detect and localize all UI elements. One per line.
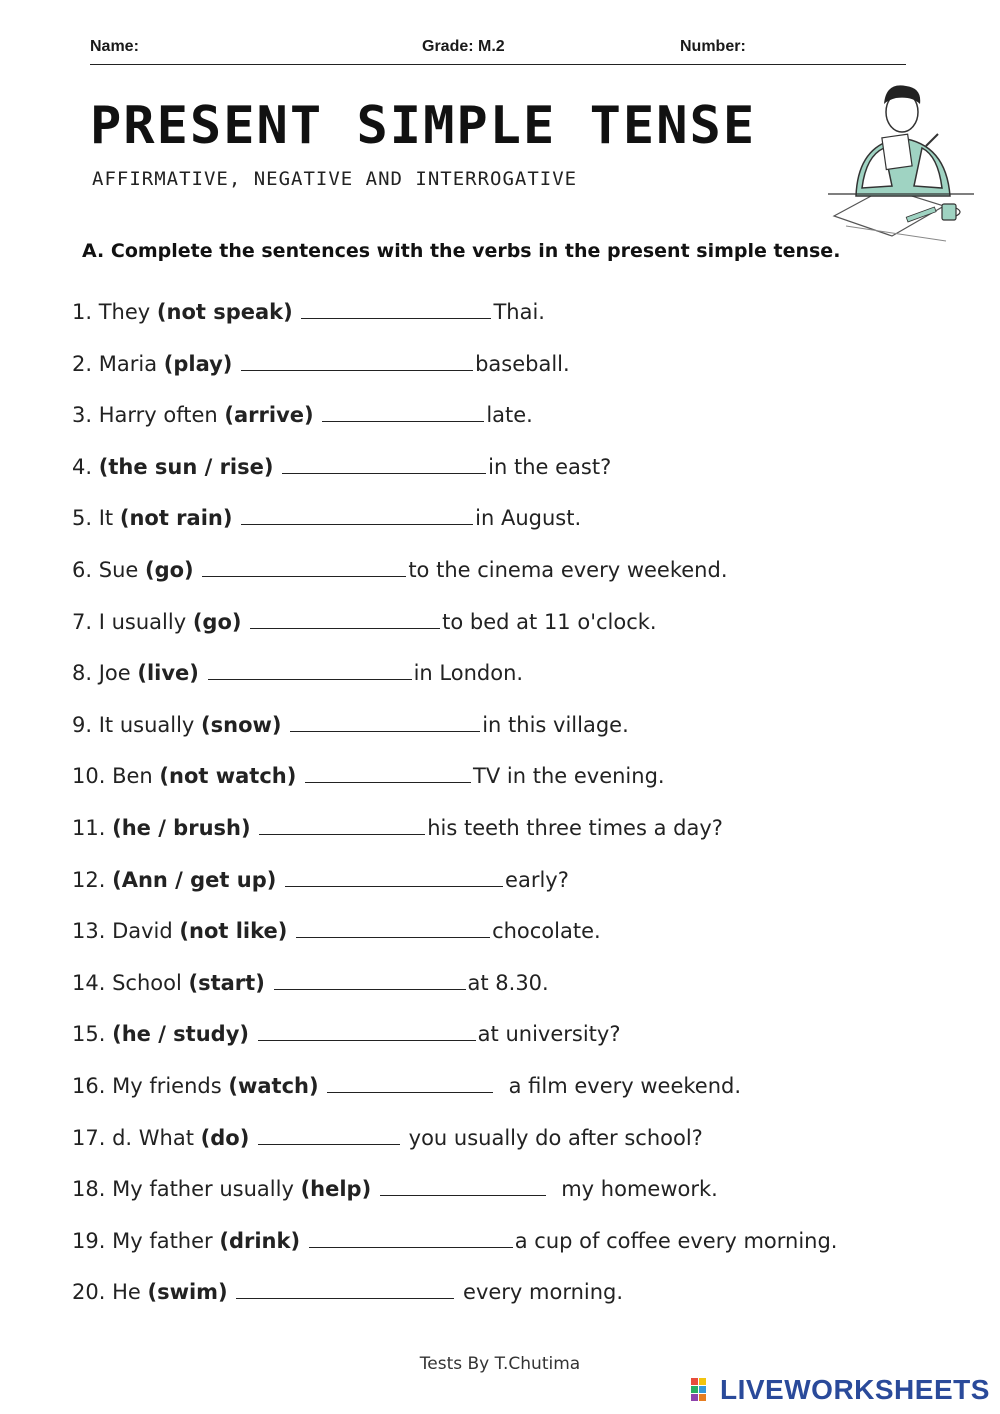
question-text-after: late. (486, 403, 533, 428)
student-writing-illustration (826, 76, 976, 246)
question-9 (72, 713, 629, 737)
question-number: 5. (72, 506, 93, 531)
question-text-after: a film every weekend. (495, 1074, 742, 1098)
question-number: 16. (72, 1074, 106, 1098)
question-number: 18. (72, 1177, 106, 1202)
question-number: 12. (72, 867, 106, 892)
answer-blank[interactable] (322, 403, 484, 422)
question-verb-hint: (swim) (147, 1280, 228, 1305)
question-text-after: a cup of coffee every morning. (514, 1228, 838, 1253)
question-number: 2. (72, 351, 93, 376)
answer-blank[interactable] (236, 1280, 454, 1299)
question-text-after: his teeth three times a day? (427, 816, 723, 840)
question-5 (72, 506, 581, 530)
question-number: 8. (72, 661, 93, 686)
question-number: 7. (72, 609, 93, 634)
answer-blank[interactable] (241, 352, 473, 371)
question-number: 17. (72, 1125, 106, 1150)
number-label: Number: (680, 38, 746, 55)
question-14 (72, 971, 549, 995)
question-number: 14. (72, 970, 106, 995)
answer-blank[interactable] (208, 661, 412, 680)
question-number: 11. (72, 816, 106, 840)
question-number: 20. (72, 1280, 106, 1305)
question-4 (72, 455, 611, 479)
question-verb-hint: (not speak) (156, 300, 293, 324)
question-text-after: at university? (477, 1022, 621, 1047)
question-text-before: Ben (112, 764, 160, 789)
answer-blank[interactable] (258, 1126, 400, 1145)
question-18 (72, 1177, 718, 1201)
question-text-after: in the east? (488, 454, 612, 479)
question-text-after: in this village. (482, 712, 629, 737)
question-number: 4. (72, 454, 93, 479)
question-text-before: It (98, 506, 120, 531)
question-text-before: He (112, 1280, 148, 1305)
question-text-after: TV in the evening. (473, 764, 665, 789)
answer-blank[interactable] (309, 1229, 513, 1248)
question-6 (72, 558, 728, 582)
instruction-text: A. Complete the sentences with the verbs in the present simple tense. (82, 240, 841, 262)
question-16 (72, 1074, 741, 1098)
question-number: 6. (72, 558, 93, 582)
question-verb-hint: (Ann / get up) (112, 867, 277, 892)
question-text-after: every morning. (456, 1280, 624, 1305)
question-verb-hint: (he / study) (112, 1022, 249, 1047)
question-verb-hint: (go) (144, 558, 194, 582)
question-verb-hint: (not like) (179, 919, 288, 944)
answer-blank[interactable] (282, 455, 486, 474)
question-text-after: to bed at 11 o'clock. (442, 609, 657, 634)
answer-blank[interactable] (301, 300, 491, 319)
question-text-after: to the cinema every weekend. (408, 558, 728, 582)
question-verb-hint: (not rain) (119, 506, 233, 531)
question-number: 1. (72, 300, 93, 324)
question-1 (72, 300, 545, 324)
grade-label: Grade: M.2 (422, 38, 505, 55)
question-text-after: chocolate. (492, 919, 601, 944)
question-number: 9. (72, 712, 93, 737)
question-text-before: I usually (98, 609, 193, 634)
question-verb-hint: (he / brush) (112, 816, 251, 840)
question-text-before: d. What (112, 1125, 201, 1150)
liveworksheets-logo (690, 1376, 990, 1404)
question-3 (72, 403, 533, 427)
answer-blank[interactable] (305, 764, 471, 783)
question-2 (72, 352, 570, 376)
question-text-after: Thai. (493, 300, 545, 324)
question-text-before: Sue (98, 558, 145, 582)
question-verb-hint: (watch) (228, 1074, 319, 1098)
question-text-before: Maria (98, 351, 164, 376)
question-number: 10. (72, 764, 106, 789)
question-15 (72, 1022, 620, 1046)
question-text-after: my homework. (547, 1177, 718, 1202)
question-text-before: They (98, 300, 157, 324)
question-verb-hint: (the sun / rise) (98, 454, 274, 479)
question-verb-hint: (go) (192, 609, 242, 634)
question-12 (72, 868, 569, 892)
answer-blank[interactable] (327, 1074, 493, 1093)
question-11 (72, 816, 723, 840)
answer-blank[interactable] (274, 971, 466, 990)
question-text-before: My friends (112, 1074, 229, 1098)
question-verb-hint: (not watch) (159, 764, 297, 789)
question-text-before: My father usually (112, 1177, 301, 1202)
answer-blank[interactable] (290, 713, 480, 732)
answer-blank[interactable] (202, 558, 406, 577)
question-19 (72, 1229, 837, 1253)
question-number: 19. (72, 1228, 106, 1253)
question-text-after: baseball. (475, 351, 570, 376)
question-verb-hint: (play) (163, 351, 233, 376)
footer-credit: Tests By T.Chutima (419, 1354, 581, 1374)
page-subtitle: AFFIRMATIVE, NEGATIVE AND INTERROGATIVE (92, 168, 578, 190)
question-text-before: It usually (98, 712, 202, 737)
question-verb-hint: (snow) (201, 712, 282, 737)
question-7 (72, 610, 657, 634)
answer-blank[interactable] (250, 610, 440, 629)
question-17 (72, 1126, 703, 1150)
answer-blank[interactable] (258, 1022, 476, 1041)
question-text-after: in August. (475, 506, 582, 531)
question-verb-hint: (arrive) (224, 403, 314, 428)
question-number: 3. (72, 403, 93, 428)
question-13 (72, 919, 601, 943)
question-8 (72, 661, 523, 685)
question-verb-hint: (drink) (219, 1228, 301, 1253)
question-text-before: Harry often (98, 403, 225, 428)
answer-blank[interactable] (380, 1177, 546, 1196)
answer-blank[interactable] (241, 506, 473, 525)
question-verb-hint: (start) (188, 970, 265, 995)
question-number: 15. (72, 1022, 106, 1047)
answer-blank[interactable] (285, 868, 503, 887)
question-number: 13. (72, 919, 106, 944)
question-verb-hint: (do) (200, 1125, 250, 1150)
question-20 (72, 1280, 623, 1304)
question-text-after: early? (505, 867, 569, 892)
question-10 (72, 764, 665, 788)
question-text-after: at 8.30. (467, 970, 549, 995)
page-title: PRESENT SIMPLE TENSE (90, 96, 757, 156)
worksheet-header (90, 38, 906, 65)
question-text-before: My father (112, 1228, 220, 1253)
answer-blank[interactable] (259, 816, 425, 835)
question-verb-hint: (live) (137, 661, 199, 686)
question-text-after: you usually do after school? (401, 1125, 703, 1150)
question-text-before: School (112, 970, 189, 995)
question-text-after: in London. (413, 661, 524, 686)
question-verb-hint: (help) (300, 1177, 372, 1202)
question-text-before: Joe (98, 661, 138, 686)
liveworksheets-logo-icon (690, 1377, 716, 1403)
answer-blank[interactable] (296, 919, 490, 938)
question-text-before: David (112, 919, 180, 944)
name-label: Name: (90, 38, 139, 55)
liveworksheets-logo-text: LIVEWORKSHEETS (720, 1374, 990, 1405)
